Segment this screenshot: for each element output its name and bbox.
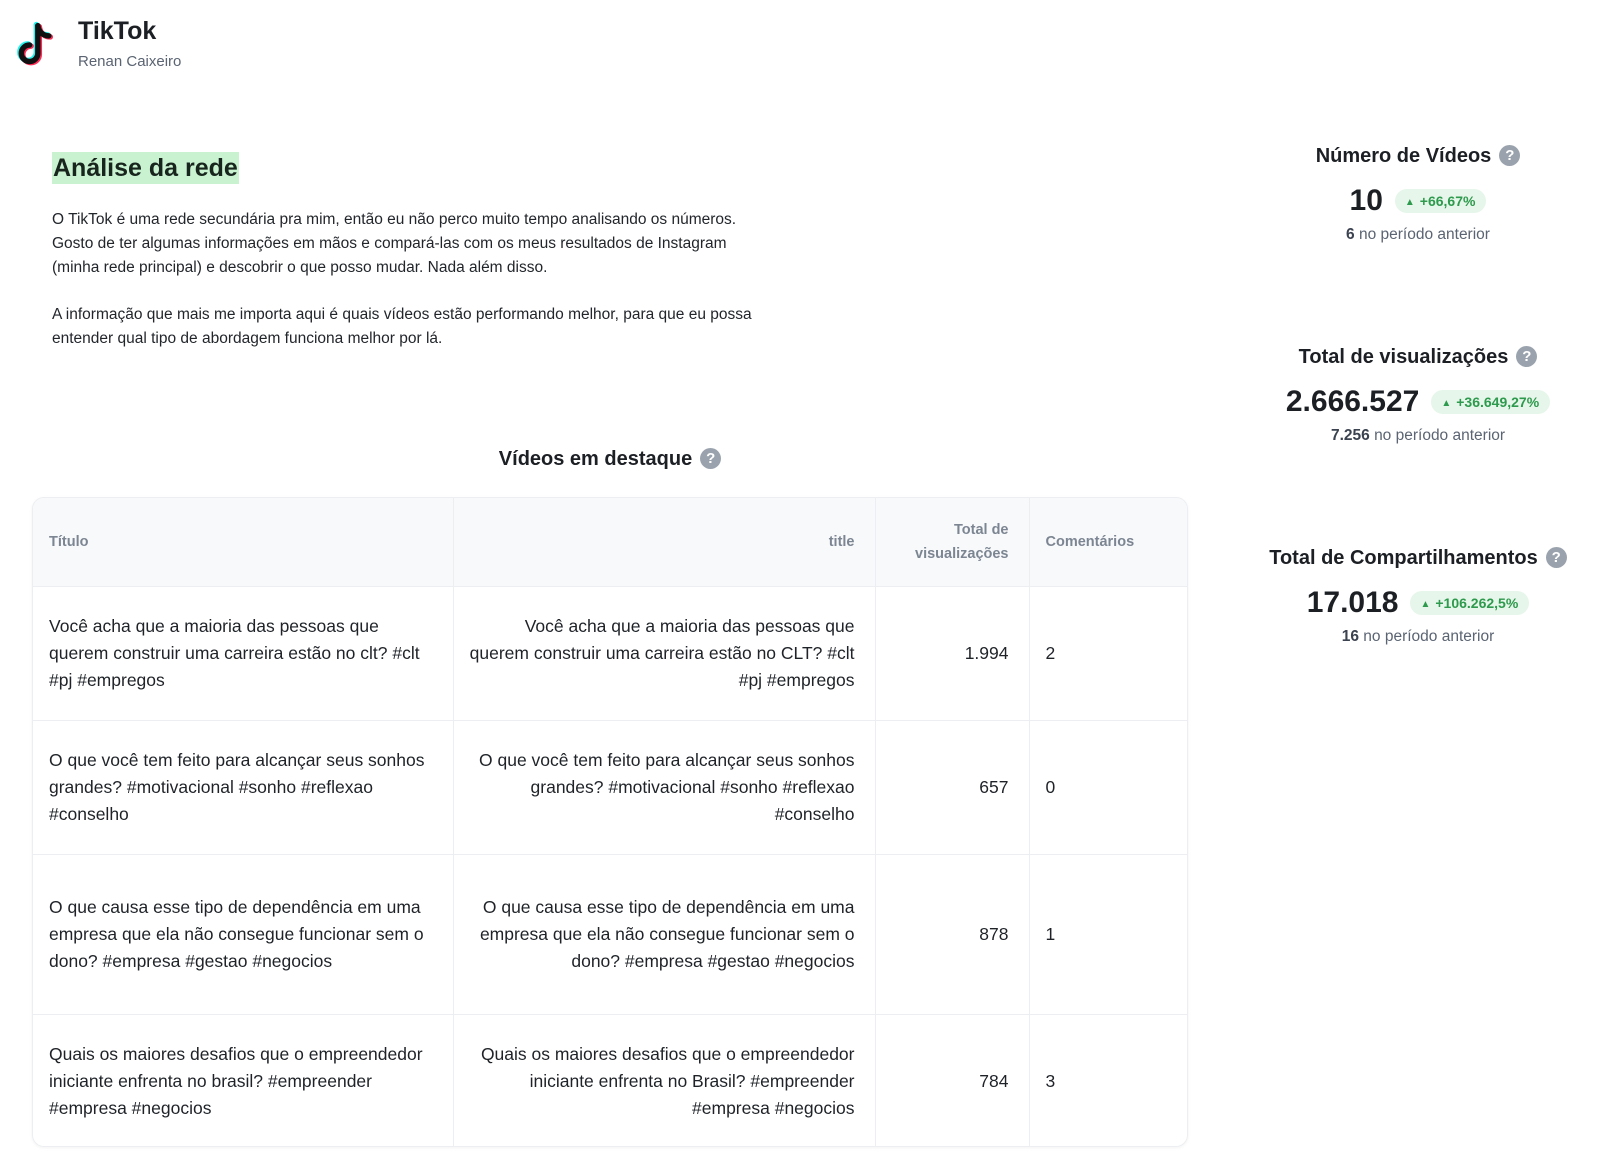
arrow-up-icon: ▲ bbox=[1404, 197, 1415, 208]
kpi-videos-change: +66,67% bbox=[1419, 193, 1476, 209]
kpi-videos bbox=[1248, 145, 1588, 244]
cell-views: 1.994 bbox=[875, 586, 1029, 720]
kpi-views-title: Total de visualizações bbox=[1298, 346, 1509, 368]
help-icon[interactable]: ? bbox=[1546, 547, 1567, 568]
kpi-shares-change: +106.262,5% bbox=[1435, 595, 1519, 611]
kpi-videos-title-row bbox=[1248, 145, 1588, 168]
kpi-views-prev-value: 7.256 bbox=[1330, 427, 1370, 444]
kpi-shares bbox=[1248, 547, 1588, 646]
cell-comments: 3 bbox=[1045, 1070, 1056, 1091]
kpi-views bbox=[1248, 346, 1588, 445]
cell-titulo: O que você tem feito para alcançar seus sonhos grandes? #motivacional #sonho #reflexao #conselho bbox=[33, 720, 453, 854]
featured-videos-table bbox=[32, 497, 1188, 1147]
kpi-views-change: +36.649,27% bbox=[1456, 394, 1540, 410]
kpi-videos-prev-value: 6 bbox=[1346, 226, 1355, 243]
cell-title: Você acha que a maioria das pessoas que querem construir uma carreira estão no CLT? #clt #pj #empregos bbox=[453, 586, 875, 720]
table-row bbox=[33, 854, 1187, 1014]
kpi-shares-prev-value: 16 bbox=[1341, 628, 1359, 645]
cell-titulo: Quais os maiores desafios que o empreendedor iniciante enfrenta no brasil? #empreender #empresa #negocios bbox=[33, 1014, 453, 1147]
column-header-title[interactable]: title bbox=[453, 498, 875, 586]
kpi-shares-title: Total de Compartilhamentos bbox=[1269, 547, 1538, 569]
cell-views: 657 bbox=[875, 720, 1029, 854]
kpi-views-title-row bbox=[1248, 346, 1588, 369]
column-header-views[interactable]: Total de visualizações bbox=[875, 498, 1029, 586]
table-header-row bbox=[33, 498, 1187, 586]
app-title: TikTok bbox=[78, 17, 157, 45]
help-icon[interactable]: ? bbox=[1516, 346, 1537, 367]
analysis-paragraph-1: O TikTok é uma rede secundária pra mim, então eu não perco muito tempo analisando os números. Gosto de ter algumas informações em mãos e compará-las com os meus resultados de Instagram (minha rede principal) e descobrir o que posso mudar. Nada além disso. bbox=[52, 211, 737, 276]
header bbox=[14, 16, 181, 70]
kpi-videos-title: Número de Vídeos bbox=[1315, 145, 1492, 167]
help-icon[interactable]: ? bbox=[1499, 145, 1520, 166]
arrow-up-icon: ▲ bbox=[1420, 599, 1431, 610]
analysis-title: Análise da rede bbox=[53, 154, 238, 182]
kpi-views-prev-label: no período anterior bbox=[1374, 427, 1506, 444]
help-icon[interactable]: ? bbox=[700, 448, 721, 469]
cell-comments: 1 bbox=[1029, 854, 1187, 1014]
brand-block bbox=[78, 16, 181, 70]
cell-comments: 0 bbox=[1029, 720, 1187, 854]
arrow-up-icon: ▲ bbox=[1441, 398, 1452, 409]
kpi-videos-value: 10 bbox=[1349, 184, 1383, 217]
table-row bbox=[33, 720, 1187, 854]
analysis-section bbox=[52, 152, 772, 351]
kpi-shares-title-row bbox=[1248, 547, 1588, 570]
cell-views: 784 bbox=[875, 1014, 1029, 1147]
featured-videos-label: Vídeos em destaque bbox=[498, 448, 693, 470]
kpi-shares-value-row bbox=[1248, 586, 1588, 620]
kpi-shares-value: 17.018 bbox=[1306, 586, 1399, 619]
cell-titulo: Você acha que a maioria das pessoas que querem construir uma carreira estão no clt? #clt #pj #empregos bbox=[33, 586, 453, 720]
cell-titulo: O que causa esse tipo de dependência em uma empresa que ela não consegue funcionar sem o dono? #empresa #gestao #negocios bbox=[33, 854, 453, 1014]
cell-comments: 2 bbox=[1029, 586, 1187, 720]
column-header-titulo[interactable]: Título bbox=[33, 498, 453, 586]
cell-title: Quais os maiores desafios que o empreendedor iniciante enfrenta no Brasil? #empreender #empresa #negocios bbox=[453, 1014, 875, 1147]
kpi-videos-value-row bbox=[1248, 184, 1588, 218]
cell-title: O que você tem feito para alcançar seus sonhos grandes? #motivacional #sonho #reflexao #conselho bbox=[453, 720, 875, 854]
tiktok-logo bbox=[14, 20, 58, 70]
analysis-paragraph-2: A informação que mais me importa aqui é quais vídeos estão performando melhor, para que eu possa entender qual tipo de abordagem funciona melhor por lá. bbox=[52, 306, 752, 347]
kpi-shares-previous bbox=[1248, 628, 1588, 646]
kpi-views-change-badge bbox=[1431, 390, 1550, 414]
cell-title: O que causa esse tipo de dependência em uma empresa que ela não consegue funcionar sem o dono? #empresa #gestao #negocios bbox=[453, 854, 875, 1014]
cell-views: 878 bbox=[875, 854, 1029, 1014]
kpi-shares-change-badge bbox=[1410, 591, 1529, 615]
table-row bbox=[33, 586, 1187, 720]
table-row bbox=[33, 1014, 1187, 1147]
kpi-views-value-row bbox=[1248, 385, 1588, 419]
kpi-videos-prev-label: no período anterior bbox=[1358, 226, 1490, 243]
kpi-videos-change-badge bbox=[1395, 189, 1487, 213]
kpi-views-previous bbox=[1248, 427, 1588, 445]
kpi-shares-prev-label: no período anterior bbox=[1363, 628, 1495, 645]
column-header-comments[interactable]: Comentários bbox=[1029, 498, 1187, 586]
user-name: Renan Caixeiro bbox=[78, 53, 182, 70]
featured-videos-title bbox=[32, 448, 1188, 471]
kpi-videos-previous bbox=[1248, 226, 1588, 244]
kpi-views-value: 2.666.527 bbox=[1285, 385, 1420, 418]
